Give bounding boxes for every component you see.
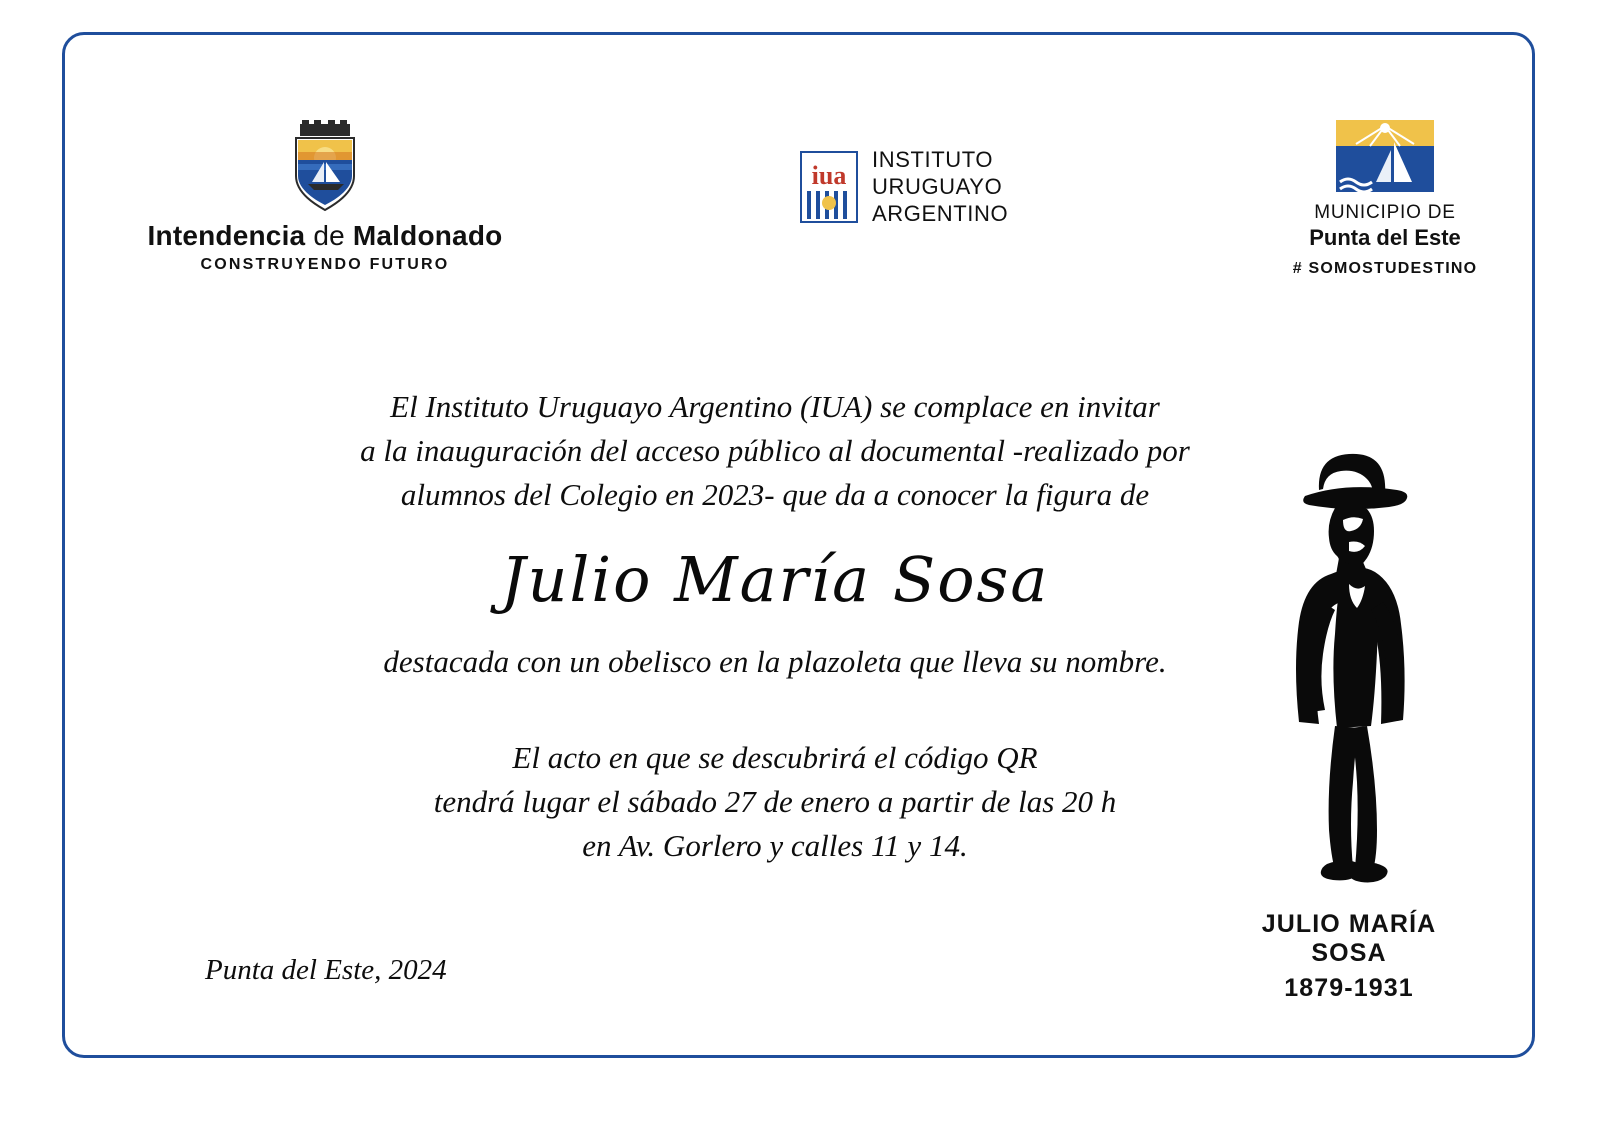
place-and-date: Punta del Este, 2024 bbox=[205, 954, 447, 986]
portrait-block bbox=[1224, 434, 1474, 1003]
municipio-line-1: MUNICIPIO DE bbox=[1314, 202, 1456, 223]
portrait-name: JULIO MARÍA SOSA bbox=[1261, 910, 1437, 967]
punta-del-este-emblem-icon bbox=[1336, 120, 1434, 192]
iua-line-1: INSTITUTO bbox=[872, 147, 994, 172]
logo-instituto-uruguayo-argentino bbox=[800, 147, 1008, 227]
paragraph-1-line-1: El Instituto Uruguayo Argentino (IUA) se complace en invitar bbox=[390, 389, 1160, 424]
portrait-years: 1879-1931 bbox=[1284, 974, 1414, 1002]
logo-municipio-punta-del-este bbox=[1245, 120, 1525, 278]
iua-wordmark bbox=[872, 147, 1008, 227]
invitation-card bbox=[62, 32, 1535, 1058]
municipio-hashtag: # SOMOSTUDESTINO bbox=[1292, 260, 1478, 277]
logo-maldonado-name-de: de bbox=[313, 220, 345, 251]
paragraph-1-line-3: alumnos del Colegio en 2023- que da a conocer la figura de bbox=[400, 477, 1150, 513]
logo-maldonado-name-part2: Maldonado bbox=[352, 220, 503, 251]
invitation-body bbox=[245, 385, 1305, 868]
paragraph-1-line-2: a la inauguración del acceso público al documental -realizado por bbox=[360, 433, 1190, 469]
paragraph-3-line-2: tendrá lugar el sábado 27 de enero a partir de las 20 h bbox=[433, 784, 1117, 820]
tango-singer-silhouette-icon bbox=[1257, 434, 1442, 904]
logo-maldonado-name bbox=[125, 220, 525, 252]
honoree-name: Julio María Sosa bbox=[500, 543, 1050, 617]
coat-of-arms-shield-icon bbox=[286, 120, 364, 212]
paragraph-3-line-1: El acto en que se descubrirá el código QR bbox=[512, 740, 1038, 776]
logo-intendencia-maldonado bbox=[125, 120, 525, 274]
iua-line-2: URUGUAYO bbox=[872, 173, 1003, 199]
svg-text:iua: iua bbox=[811, 161, 847, 191]
logo-maldonado-name-part1: Intendencia bbox=[147, 220, 306, 251]
logo-maldonado-tagline: CONSTRUYENDO FUTURO bbox=[200, 256, 450, 273]
iua-monogram-icon bbox=[800, 151, 858, 223]
paragraph-3-line-3: en Av. Gorlero y calles 11 y 14. bbox=[582, 828, 968, 864]
municipio-line-2: Punta del Este bbox=[1309, 225, 1461, 250]
logos-row bbox=[65, 35, 1532, 305]
iua-line-3: ARGENTINO bbox=[872, 200, 1009, 226]
paragraph-2: destacada con un obelisco en la plazoleta que lleva su nombre. bbox=[383, 644, 1167, 680]
